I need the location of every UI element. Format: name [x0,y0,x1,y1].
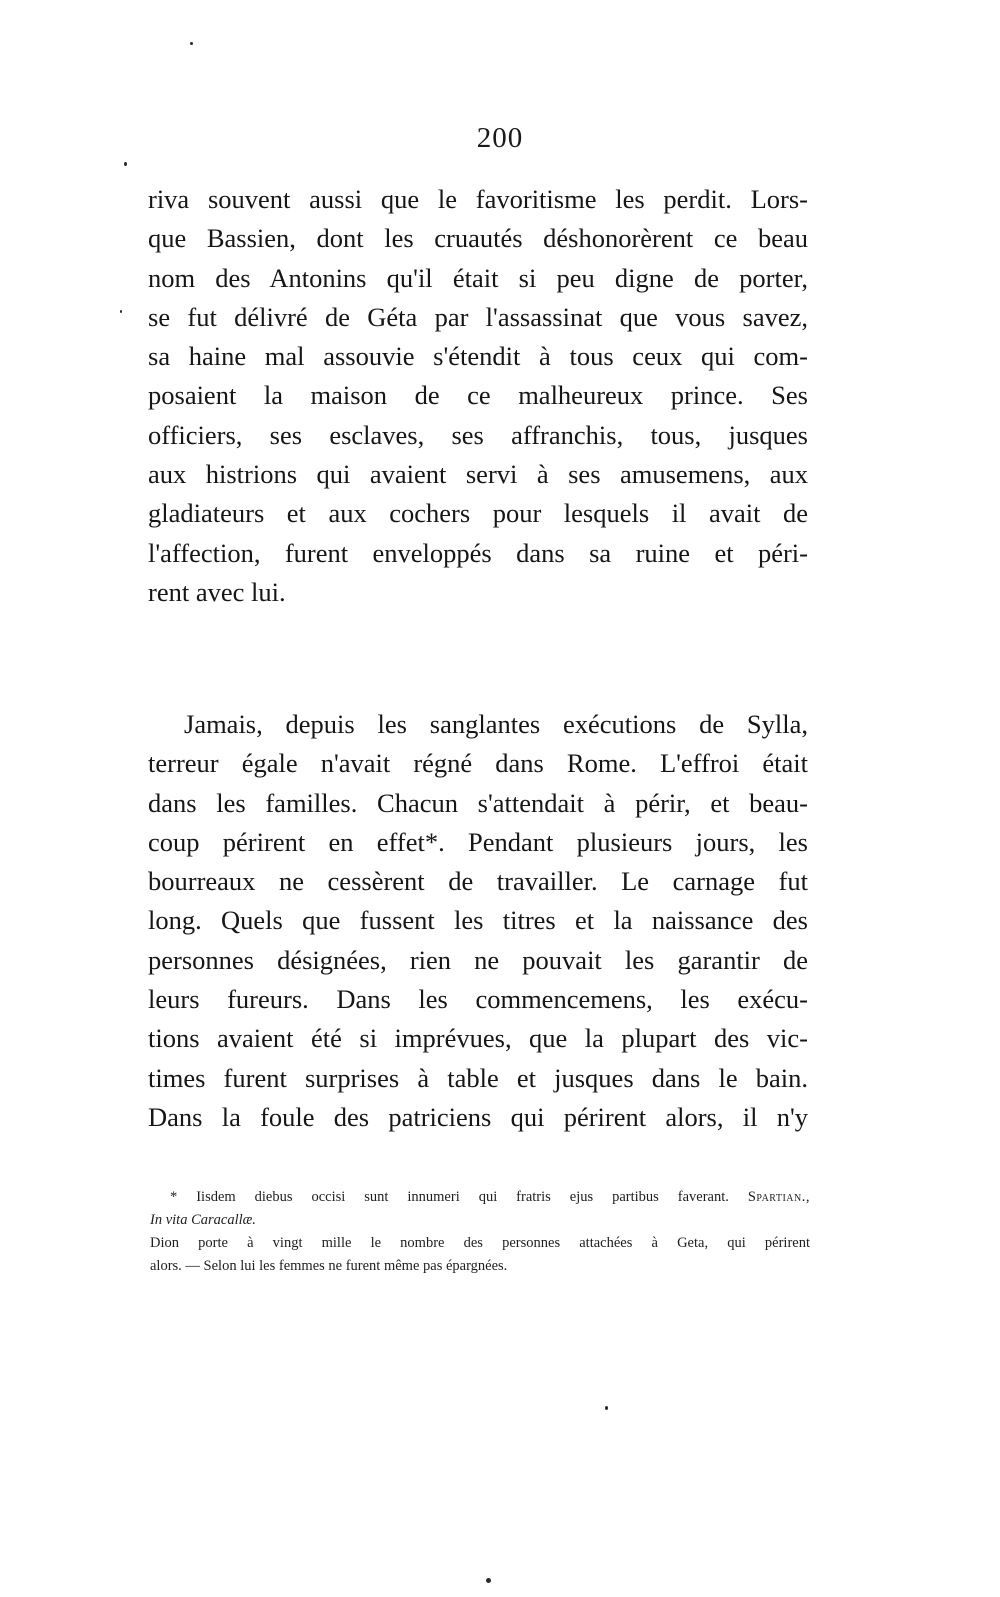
text-line: bourreaux ne cessèrent de travailler. Le carnage fut [148,866,808,897]
paragraph-1 [148,180,808,612]
scan-speck [486,1578,491,1583]
text-line: terreur égale n'avait régné dans Rome. L'effroi était [148,748,808,779]
scan-speck [190,42,193,45]
page-number: 200 [476,122,524,154]
footnote-1 [150,1186,810,1209]
footnote-1-text: * Iisdem diebus occisi sunt innumeri qui fratris ejus partibus faverant. [170,1189,729,1205]
text-line: sa haine mal assouvie s'étendit à tous ceux qui com- [148,341,808,372]
text-line: rent avec lui. [148,576,286,607]
paragraph-2 [148,705,808,1137]
footnote-2-line-1: Dion porte à vingt mille le nombre des personnes attachées à Geta, qui périrent [150,1235,810,1251]
text-line: times furent surprises à table et jusques dans le bain. [148,1062,808,1093]
text-line: se fut délivré de Géta par l'assassinat que vous savez, [148,301,808,332]
text-line: long. Quels que fussent les titres et la naissance des [148,905,808,936]
text-line: officiers, ses esclaves, ses affranchis, tous, jusques [148,419,808,450]
text-line: dans les familles. Chacun s'attendait à périr, et beau- [148,787,808,818]
text-line: que Bassien, dont les cruautés déshonorèrent ce beau [148,223,808,254]
text-line: l'affection, furent enveloppés dans sa ruine et péri- [148,537,808,568]
text-line: riva souvent aussi que le favoritisme les perdit. Lors- [148,184,808,214]
footnotes [150,1186,810,1278]
text-line: Jamais, depuis les sanglantes exécutions de Sylla, [184,709,808,739]
text-line: tions avaient été si imprévues, que la plupart des vic- [148,1023,808,1054]
text-line: personnes désignées, rien ne pouvait les garantir de [148,944,808,975]
text-line: aux histrions qui avaient servi à ses amusemens, aux [148,459,808,490]
footnote-2-line-2: alors. — Selon lui les femmes ne furent même pas épargnées. [150,1258,508,1274]
footnote-1-source: In vita Caracallæ. [150,1212,256,1228]
scan-speck [124,162,127,166]
text-line: coup périrent en effet*. Pendant plusieurs jours, les [148,826,808,857]
text-line: Dans la foule des patriciens qui périrent alors, il n'y [148,1101,808,1132]
text-line: leurs fureurs. Dans les commencemens, les exécu- [148,984,808,1015]
text-line: posaient la maison de ce malheureux prince. Ses [148,380,808,411]
scan-speck [120,310,122,313]
text-line: gladiateurs et aux cochers pour lesquels il avait de [148,498,808,529]
footnote-1-author: Spartian., [747,1189,810,1205]
text-line: nom des Antonins qu'il était si peu digne de porter, [148,262,808,293]
scan-speck [605,1406,608,1410]
